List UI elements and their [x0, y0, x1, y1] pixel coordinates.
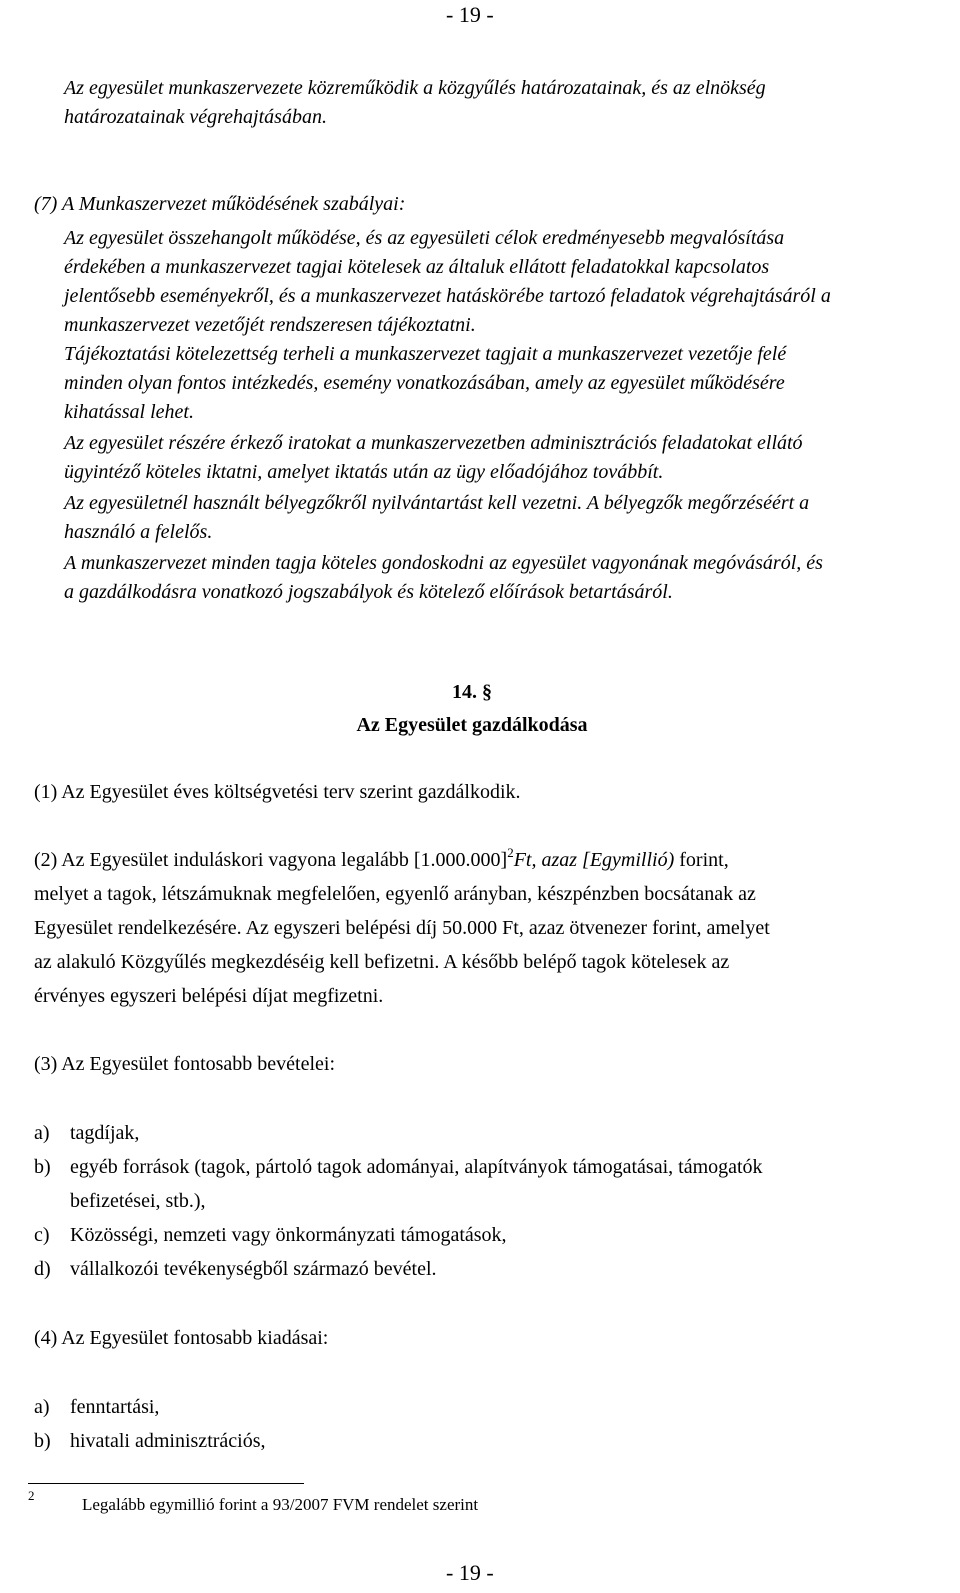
income-marker: d): [34, 1258, 51, 1280]
paragraph-1: (1) Az Egyesület éves költségvetési terv szerint gazdálkodik.: [34, 781, 521, 803]
expense-marker: b): [34, 1430, 51, 1452]
income-item: egyéb források (tagok, pártoló tagok adományai, alapítványok támogatásai, támogatók: [70, 1156, 763, 1178]
paragraph-2-line: melyet a tagok, létszámuknak megfelelően, egyenlő arányban, készpénzben bocsátanak az: [34, 883, 756, 905]
section7-line: használó a felelős.: [64, 521, 213, 543]
paragraph-4: (4) Az Egyesület fontosabb kiadásai:: [34, 1327, 329, 1349]
intro-line-2: határozatainak végrehajtásában.: [64, 106, 327, 128]
income-item-continued: befizetései, stb.),: [70, 1190, 206, 1212]
income-item: vállalkozói tevékenységből származó bevétel.: [70, 1258, 437, 1280]
page-number-top: - 19 -: [446, 2, 494, 27]
section-number: 14. §: [452, 681, 492, 703]
section7-line: érdekében a munkaszervezet tagjai kötelesek az általuk ellátott feladatokkal kapcsolatos: [64, 256, 770, 278]
section7-line: minden olyan fontos intézkedés, esemény vonatkozásában, amely az egyesület működésére: [64, 372, 785, 394]
footnote-number: 2: [28, 1488, 35, 1503]
intro-line-1: Az egyesület munkaszervezete közreműködik a közgyűlés határozatainak, és az elnökség: [64, 77, 766, 99]
footnote-text: Legalább egymillió forint a 93/2007 FVM rendelet szerint: [82, 1495, 479, 1514]
section7-line: Az egyesület összehangolt működése, és az egyesületi célok eredményesebb megvalósítása: [64, 227, 785, 249]
income-item: Közösségi, nemzeti vagy önkormányzati támogatások,: [70, 1224, 507, 1246]
income-marker: b): [34, 1156, 51, 1178]
section7-line: ügyintéző köteles iktatni, amelyet iktatás után az ügy előadójához továbbít.: [64, 461, 664, 483]
paragraph-2-line: az alakuló Közgyűlés megkezdéséig kell befizetni. A később belépő tagok kötelesek az: [34, 951, 730, 973]
section7-line: kihatással lehet.: [64, 401, 194, 423]
income-item: tagdíjak,: [70, 1122, 140, 1144]
income-marker: c): [34, 1224, 50, 1246]
section7-line: Az egyesület részére érkező iratokat a munkaszervezetben adminisztrációs feladatokat ellátó: [64, 432, 803, 454]
paragraph-2-text-c: forint,: [674, 849, 729, 871]
expense-item: fenntartási,: [70, 1396, 160, 1418]
section7-heading: (7) A Munkaszervezet működésének szabályai:: [34, 193, 406, 215]
footnote-separator: [28, 1483, 304, 1484]
page-number-bottom: - 19 -: [446, 1560, 494, 1585]
income-marker: a): [34, 1122, 50, 1144]
paragraph-2-line: érvényes egyszeri belépési díjat megfizetni.: [34, 985, 384, 1007]
paragraph-2-line-1: [34, 846, 729, 876]
section7-line: A munkaszervezet minden tagja köteles gondoskodni az egyesület vagyonának megóvásáról, és: [64, 552, 823, 574]
paragraph-2-text-a: (2) Az Egyesület induláskori vagyona legalább [1.000.000]: [34, 849, 508, 871]
expense-item: hivatali adminisztrációs,: [70, 1430, 266, 1452]
section7-line: Tájékoztatási kötelezettség terheli a munkaszervezet tagjait a munkaszervezet vezetője felé: [64, 343, 787, 365]
section7-line: Az egyesületnél használt bélyegzőkről nyilvántartást kell vezetni. A bélyegzők megőrzéséért a: [64, 492, 810, 514]
section7-line: a gazdálkodásra vonatkozó jogszabályok és kötelező előírások betartásáról.: [64, 581, 673, 603]
section7-line: jelentősebb eseményekről, és a munkaszervezet hatáskörébe tartozó feladatok végrehajtásáról a: [64, 285, 831, 307]
expense-marker: a): [34, 1396, 50, 1418]
paragraph-3: (3) Az Egyesület fontosabb bevételei:: [34, 1053, 336, 1075]
section-title: Az Egyesület gazdálkodása: [356, 714, 588, 736]
footnote-reference: 2: [507, 845, 514, 860]
section7-line: munkaszervezet vezetőjét rendszeresen tájékoztatni.: [64, 314, 476, 336]
paragraph-2-line: Egyesület rendelkezésére. Az egyszeri belépési díj 50.000 Ft, azaz ötvenezer forint, amelyet: [34, 917, 770, 939]
paragraph-2-text-b: Ft, azaz [Egymillió): [513, 849, 675, 871]
